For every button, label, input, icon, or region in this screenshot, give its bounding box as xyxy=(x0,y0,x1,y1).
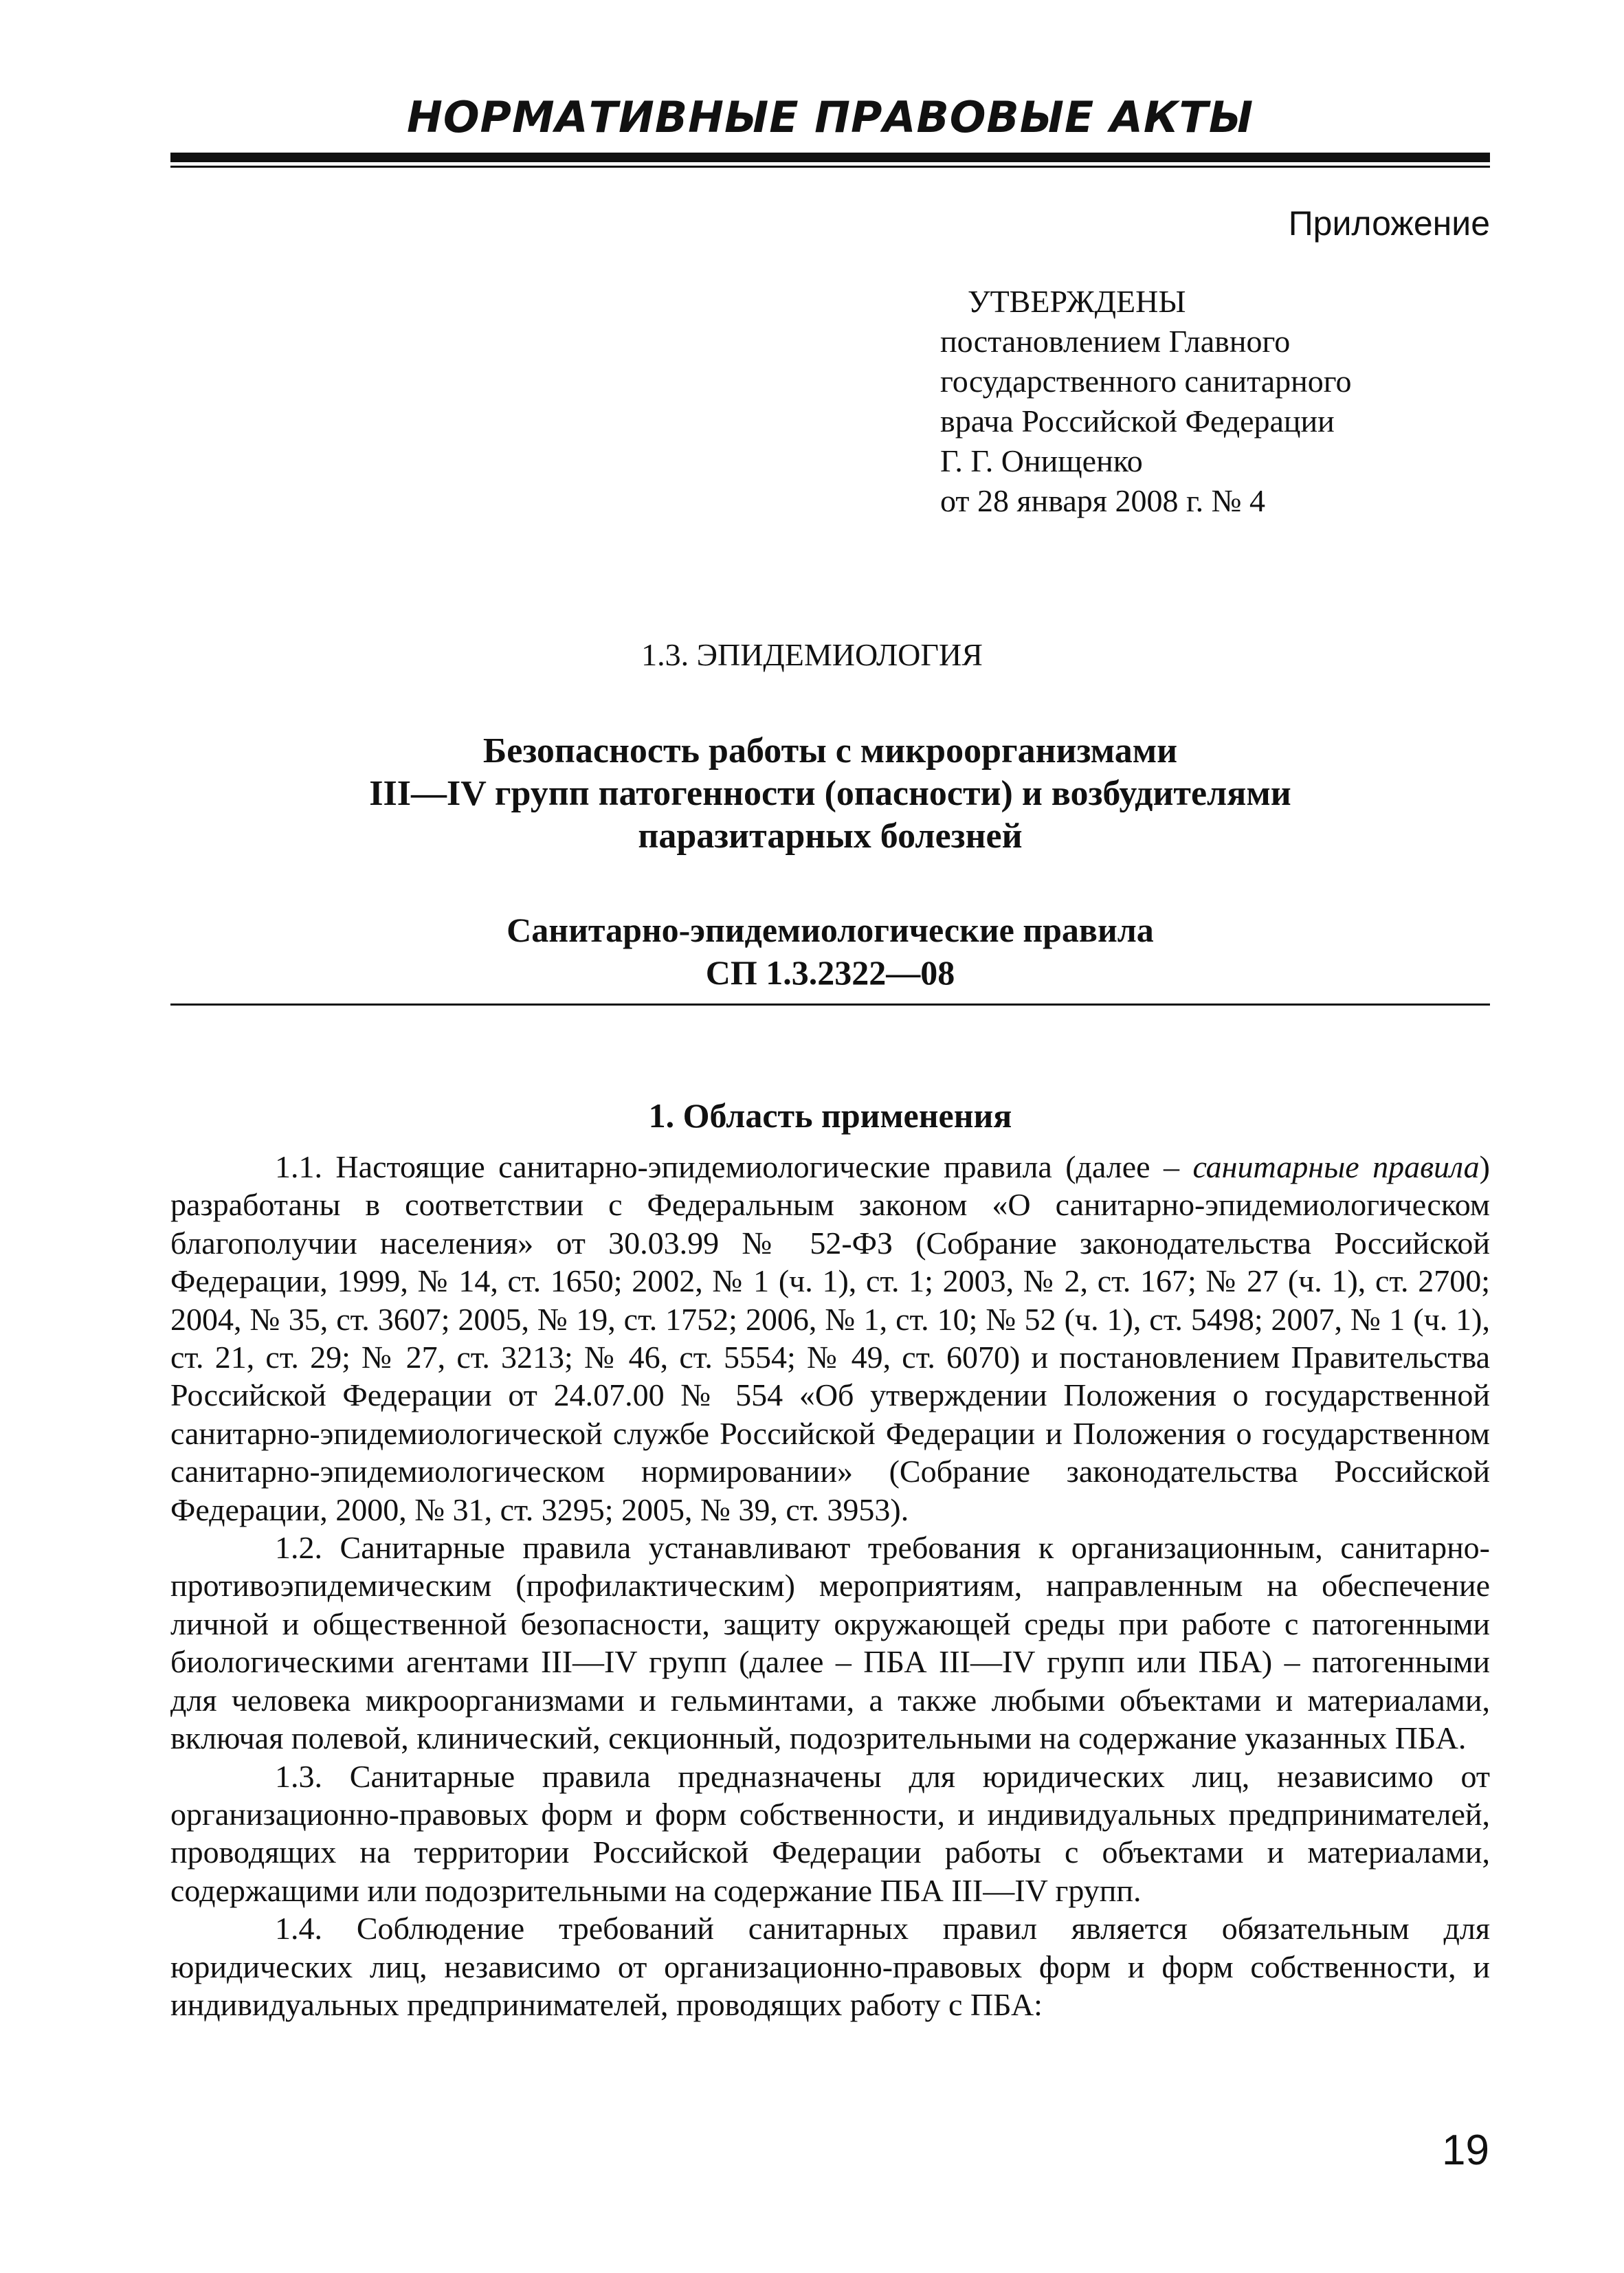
paragraph-1-1-rest: ) разработаны в соответствии с Федеральным законом «О санитарно-эпидемиологическом благополучии населения» от 30.03.99 № 52-ФЗ (Собрание законодательства Российской Федерации, 1999, № 14, ст. 1650; 2002, № 1 (ч. 1), ст. 1; 2003, № 2, ст. 167; № 27 (ч. 1), ст. 2700; 2004, № 35, ст. 3607; 2005, № 19, ст. 1752; 2006, № 1, ст. 10; № 52 (ч. 1), ст. 5498; 2007, № 1 (ч. 1), ст. 21, ст. 29; № 27, ст. 3213; № 46, ст. 5554; № 49, ст. 6070) и постановлением Правительства Российской Федерации от 24.07.00 № 554 «Об утверждении Положения о государственной санитарно-эпидемиологической службе Российской Федерации и Положения о государственном санитарно-эпидемиологическом нормировании» (Собрание законодательства Российской Федерации, 2000, № 31, ст. 3295; 2005, № 39, ст. 3953). xyxy=(170,1149,1490,1527)
document-subtitle xyxy=(170,909,1490,994)
paragraph-1-4: 1.4. Соблюдение требований санитарных правил является обязательным для юридических лиц, независимо от организационно-правовых форм и форм собственности, и индивидуальных предпринимателей, проводящих работу с ПБА: xyxy=(170,1911,1490,2022)
document-title-line: Безопасность работы с микроорганизмами xyxy=(482,731,1178,770)
paragraph-1-1-emphasis: санитарные правила xyxy=(1192,1149,1480,1184)
appendix-label: Приложение xyxy=(1288,204,1490,243)
document-subtitle-line: Санитарно-эпидемиологические правила xyxy=(507,911,1154,949)
running-header-title: НОРМАТИВНЫЕ ПРАВОВЫЕ АКТЫ xyxy=(406,92,1254,142)
paragraph-1-1-start: 1.1. Настоящие санитарно-эпидемиологические правила (далее – xyxy=(275,1149,1193,1184)
approval-line: государственного санитарного xyxy=(940,364,1352,399)
approval-line: Г. Г. Онищенко xyxy=(940,443,1143,478)
section-heading: 1. Область применения xyxy=(648,1096,1012,1135)
section-code: 1.3. ЭПИДЕМИОЛОГИЯ xyxy=(641,637,983,672)
document-title-line: паразитарных болезней xyxy=(638,817,1023,856)
approval-line: от 28 января 2008 г. № 4 xyxy=(940,483,1266,518)
page-number: 19 xyxy=(1442,2127,1489,2174)
title-divider xyxy=(170,1004,1490,1006)
document-title-line: III—IV групп патогенности (опасности) и возбудителями xyxy=(369,774,1291,813)
document-subtitle-line: СП 1.3.2322—08 xyxy=(705,953,955,992)
approval-line: УТВЕРЖДЕНЫ xyxy=(968,284,1186,319)
header-rule-thick xyxy=(170,153,1490,162)
document-title xyxy=(170,730,1490,858)
paragraph-1-3: 1.3. Санитарные правила предназначены для юридических лиц, независимо от организационно-правовых форм и форм собственности, и индивидуальных предпринимателей, проводящих на территории Российской Федерации работы с объектами и материалами, содержащими или подозрительными на содержание ПБА III—IV групп. xyxy=(170,1758,1490,1908)
header-rule-thin xyxy=(170,166,1490,168)
paragraph-1-1 xyxy=(170,1148,1490,1529)
section-body xyxy=(170,1148,1490,2023)
approval-block xyxy=(940,282,1490,521)
approval-line: врача Российской Федерации xyxy=(940,403,1335,439)
approval-line: постановлением Главного xyxy=(940,324,1291,359)
paragraph-1-2: 1.2. Санитарные правила устанавливают требования к организационным, санитарно-противоэпидемическим (профилактическим) мероприятиям, направленным на обеспечение личной и общественной безопасности, защиту окружающей среды при работе с патогенными биологическими агентами III—IV групп (далее – ПБА III—IV групп или ПБА) – патогенными для человека микроорганизмами и гельминтами, а также любыми объектами и материалами, включая полевой, клинический, секционный, подозрительными на содержание указанных ПБА. xyxy=(170,1530,1490,1756)
